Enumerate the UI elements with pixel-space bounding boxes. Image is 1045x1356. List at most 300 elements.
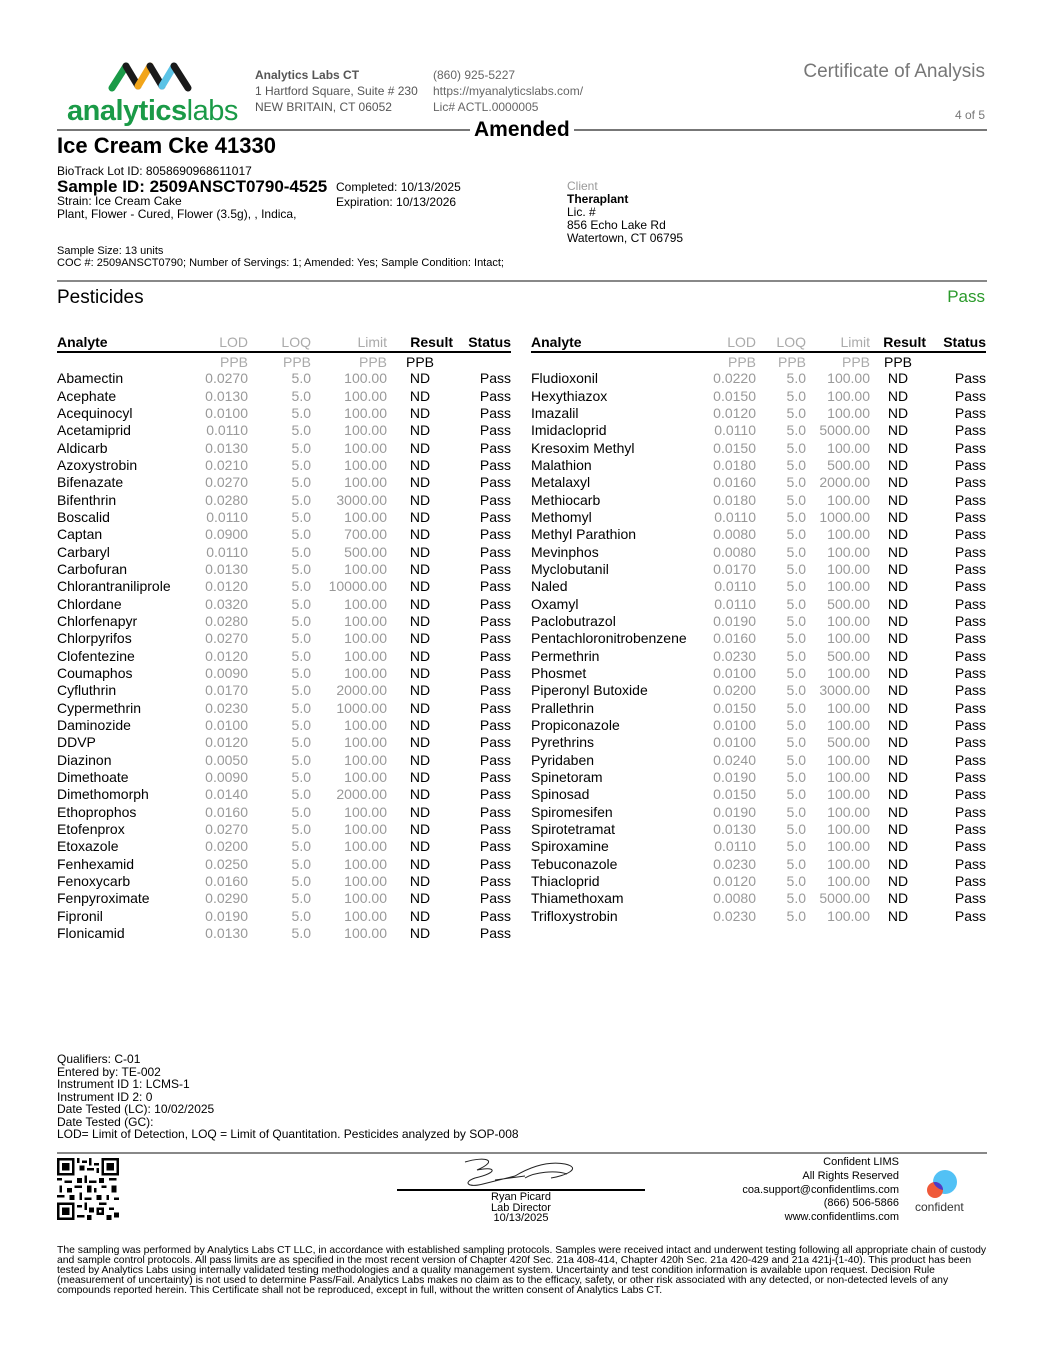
table-row xyxy=(531,613,986,630)
result-cell: ND xyxy=(409,647,431,664)
result-cell: ND xyxy=(409,665,431,682)
lod-cell: 0.0080 xyxy=(713,526,756,543)
limit-cell: 2000.00 xyxy=(336,682,387,699)
status-cell: Pass xyxy=(479,387,511,404)
analyte-cell: Acetamiprid xyxy=(57,422,131,439)
table-row xyxy=(531,700,986,717)
result-cell: ND xyxy=(887,769,909,786)
lod-cell: 0.0130 xyxy=(205,387,248,404)
analyte-cell: Chlorantraniliprole xyxy=(57,578,171,595)
analyte-cell: Etofenprox xyxy=(57,821,125,838)
table-row xyxy=(531,370,986,387)
result-cell: ND xyxy=(409,890,431,907)
loq-cell: 5.0 xyxy=(291,734,311,751)
result-cell: ND xyxy=(409,717,431,734)
status-cell: Pass xyxy=(954,543,986,560)
lims-name: Confident LIMS xyxy=(823,1156,899,1168)
limit-cell: 100.00 xyxy=(344,595,387,612)
result-cell: ND xyxy=(409,873,431,890)
analyte-cell: Fenhexamid xyxy=(57,855,135,872)
table-row xyxy=(57,734,511,751)
status-cell: Pass xyxy=(479,665,511,682)
table-row xyxy=(57,769,511,786)
table-row xyxy=(57,752,511,769)
table-row xyxy=(57,890,511,907)
limit-cell: 5000.00 xyxy=(819,422,870,439)
page-indicator: 4 of 5 xyxy=(954,108,985,122)
result-cell: ND xyxy=(409,526,431,543)
result-cell: ND xyxy=(887,786,909,803)
loq-cell: 5.0 xyxy=(786,439,806,456)
limit-cell: 100.00 xyxy=(344,474,387,491)
analyte-cell: Cyfluthrin xyxy=(57,682,117,699)
result-cell: ND xyxy=(409,422,431,439)
table-row xyxy=(57,630,511,647)
table-row xyxy=(531,908,986,925)
table-row xyxy=(57,509,511,526)
table-row xyxy=(57,613,511,630)
result-cell: ND xyxy=(887,717,909,734)
lod-cell: 0.0220 xyxy=(713,370,756,387)
result-cell: ND xyxy=(887,803,909,820)
lod-cell: 0.0110 xyxy=(714,595,756,612)
lod-cell: 0.0190 xyxy=(713,803,756,820)
result-cell: ND xyxy=(887,734,909,751)
analyte-cell: Oxamyl xyxy=(531,595,579,612)
table-row xyxy=(57,925,511,942)
result-cell: ND xyxy=(409,543,431,560)
result-cell: ND xyxy=(409,786,431,803)
col-loq: LOQ xyxy=(756,333,806,352)
analyte-cell: Spinosad xyxy=(531,786,590,803)
lod-cell: 0.0900 xyxy=(205,526,248,543)
analyte-cell: Carbofuran xyxy=(57,560,128,577)
lod-cell: 0.0230 xyxy=(713,647,756,664)
limit-cell: 1000.00 xyxy=(336,699,387,716)
analyte-cell: Piperonyl Butoxide xyxy=(531,682,648,699)
status-cell: Pass xyxy=(479,560,511,577)
lod-cell: 0.0120 xyxy=(205,578,248,595)
signer-block xyxy=(397,1192,645,1224)
status-cell: Pass xyxy=(954,665,986,682)
table-row xyxy=(57,682,511,699)
limit-cell: 100.00 xyxy=(344,925,387,942)
status-cell: Pass xyxy=(954,803,986,820)
result-cell: ND xyxy=(887,387,909,404)
lab-info xyxy=(255,67,418,115)
loq-cell: 5.0 xyxy=(291,630,311,647)
result-cell: ND xyxy=(409,560,431,577)
lod-cell: 0.0190 xyxy=(713,612,756,629)
status-cell: Pass xyxy=(479,595,511,612)
client-label: Client xyxy=(567,179,598,193)
analyte-cell: DDVP xyxy=(57,734,96,751)
loq-cell: 5.0 xyxy=(291,404,311,421)
lod-cell: 0.0210 xyxy=(205,456,248,473)
limit-cell: 100.00 xyxy=(827,855,870,872)
limit-cell: 100.00 xyxy=(827,491,870,508)
result-cell: ND xyxy=(409,803,431,820)
analyte-cell: Phosmet xyxy=(531,665,587,682)
analyte-cell: Chlorpyrifos xyxy=(57,630,132,647)
analyte-cell: Chlordane xyxy=(57,595,122,612)
status-cell: Pass xyxy=(479,699,511,716)
analyte-cell: Pyrethrins xyxy=(531,734,595,751)
result-cell: ND xyxy=(409,907,431,924)
analyte-cell: Methiocarb xyxy=(531,491,601,508)
unit-lod: PPB xyxy=(219,353,248,370)
signer-name: Ryan Picard xyxy=(491,1191,551,1203)
result-cell: ND xyxy=(887,508,909,525)
status-cell: Pass xyxy=(954,508,986,525)
loq-cell: 5.0 xyxy=(291,387,311,404)
analyte-cell: Myclobutanil xyxy=(531,560,609,577)
limit-cell: 3000.00 xyxy=(336,491,387,508)
status-cell: Pass xyxy=(954,422,986,439)
lab-website-link[interactable]: https://myanalyticslabs.com/ xyxy=(433,84,584,98)
result-cell: ND xyxy=(887,560,909,577)
result-cell: ND xyxy=(887,526,909,543)
result-cell: ND xyxy=(409,925,431,942)
status-cell: Pass xyxy=(954,387,986,404)
limit-cell: 100.00 xyxy=(827,543,870,560)
status-cell: Pass xyxy=(954,821,986,838)
analyte-cell: Prallethrin xyxy=(531,699,595,716)
loq-cell: 5.0 xyxy=(291,873,311,890)
loq-cell: 5.0 xyxy=(786,699,806,716)
result-cell: ND xyxy=(887,370,909,387)
result-cell: ND xyxy=(887,404,909,421)
status-cell: Pass xyxy=(954,838,986,855)
pesticides-table-right xyxy=(531,333,986,925)
limit-cell: 500.00 xyxy=(827,595,870,612)
lod-cell: 0.0280 xyxy=(205,612,248,629)
limit-cell: 500.00 xyxy=(827,456,870,473)
loq-cell: 5.0 xyxy=(786,838,806,855)
lod-cell: 0.0090 xyxy=(205,665,248,682)
lod-cell: 0.0120 xyxy=(205,647,248,664)
lod-cell: 0.0230 xyxy=(713,907,756,924)
lod-cell: 0.0150 xyxy=(713,387,756,404)
lod-cell: 0.0130 xyxy=(713,821,756,838)
table-row xyxy=(531,786,986,803)
unit-loq: PPB xyxy=(777,353,806,370)
unit-result: PPB xyxy=(405,353,434,370)
lod-cell: 0.0170 xyxy=(713,560,756,577)
status-cell: Pass xyxy=(954,699,986,716)
loq-cell: 5.0 xyxy=(786,508,806,525)
limit-cell: 100.00 xyxy=(827,370,870,387)
limit-cell: 100.00 xyxy=(344,734,387,751)
loq-cell: 5.0 xyxy=(291,803,311,820)
lod-cell: 0.0120 xyxy=(205,734,248,751)
status-cell: Pass xyxy=(954,456,986,473)
lod-cell: 0.0190 xyxy=(713,769,756,786)
table-row xyxy=(531,595,986,612)
qr-code-icon[interactable] xyxy=(57,1158,119,1220)
lod-loq-definition: LOD= Limit of Detection, LOQ = Limit of Quantitation. Pesticides analyzed by SOP-008 xyxy=(57,1127,519,1141)
col-analyte: Analyte xyxy=(57,333,201,352)
footer-divider xyxy=(57,1152,987,1154)
lab-name: Analytics Labs CT xyxy=(255,68,360,82)
limit-cell: 100.00 xyxy=(344,370,387,387)
lod-cell: 0.0180 xyxy=(713,456,756,473)
result-cell: ND xyxy=(887,821,909,838)
status-cell: Pass xyxy=(479,925,511,942)
limit-cell: 3000.00 xyxy=(819,682,870,699)
status-cell: Pass xyxy=(954,404,986,421)
result-cell: ND xyxy=(409,855,431,872)
sample-id: Sample ID: 2509ANSCT0790-4525 xyxy=(57,177,328,196)
table-row xyxy=(531,439,986,456)
result-cell: ND xyxy=(887,855,909,872)
loq-cell: 5.0 xyxy=(291,578,311,595)
table-row xyxy=(531,682,986,699)
status-cell: Pass xyxy=(479,786,511,803)
table-row xyxy=(531,856,986,873)
result-cell: ND xyxy=(409,404,431,421)
table-row xyxy=(531,665,986,682)
lab-address-1: 1 Hartford Square, Suite # 230 xyxy=(255,84,418,98)
lims-website-link[interactable]: www.confidentlims.com xyxy=(784,1211,899,1224)
loq-cell: 5.0 xyxy=(291,491,311,508)
section-title: Pesticides xyxy=(57,287,144,308)
lod-cell: 0.0150 xyxy=(713,786,756,803)
loq-cell: 5.0 xyxy=(291,925,311,942)
result-cell: ND xyxy=(887,907,909,924)
limit-cell: 100.00 xyxy=(344,821,387,838)
limit-cell: 100.00 xyxy=(344,630,387,647)
table-row xyxy=(531,769,986,786)
result-cell: ND xyxy=(409,491,431,508)
expiration-date: Expiration: 10/13/2026 xyxy=(336,195,457,209)
analyte-cell: Carbaryl xyxy=(57,543,110,560)
analyte-cell: Azoxystrobin xyxy=(57,456,138,473)
limit-cell: 100.00 xyxy=(827,907,870,924)
table-row xyxy=(57,491,511,508)
status-cell: Pass xyxy=(479,751,511,768)
status-cell: Pass xyxy=(954,630,986,647)
lod-cell: 0.0240 xyxy=(713,751,756,768)
loq-cell: 5.0 xyxy=(786,647,806,664)
status-cell: Pass xyxy=(954,647,986,664)
result-cell: ND xyxy=(887,665,909,682)
col-status: Status xyxy=(453,333,511,352)
sample-strain-info xyxy=(57,195,296,221)
loq-cell: 5.0 xyxy=(291,647,311,664)
analyte-cell: Boscalid xyxy=(57,508,110,525)
limit-cell: 100.00 xyxy=(827,404,870,421)
limit-cell: 100.00 xyxy=(827,578,870,595)
loq-cell: 5.0 xyxy=(786,630,806,647)
test-notes xyxy=(57,1053,519,1141)
lab-license: Lic# ACTL.0000005 xyxy=(433,100,539,114)
lod-cell: 0.0160 xyxy=(205,803,248,820)
table-row xyxy=(531,405,986,422)
analyte-cell: Flonicamid xyxy=(57,925,125,942)
confident-logo-icon xyxy=(918,1168,962,1202)
analyte-cell: Diazinon xyxy=(57,751,112,768)
limit-cell: 100.00 xyxy=(344,717,387,734)
analyte-cell: Dimethoate xyxy=(57,769,129,786)
status-cell: Pass xyxy=(479,612,511,629)
lod-cell: 0.0170 xyxy=(205,682,248,699)
loq-cell: 5.0 xyxy=(291,890,311,907)
analyte-cell: Propiconazole xyxy=(531,717,620,734)
analyte-cell: Methyl Parathion xyxy=(531,526,637,543)
status-cell: Pass xyxy=(954,491,986,508)
limit-cell: 100.00 xyxy=(344,387,387,404)
analyte-cell: Bifenthrin xyxy=(57,491,117,508)
analyte-cell: Spinetoram xyxy=(531,769,603,786)
analyte-cell: Metalaxyl xyxy=(531,474,591,491)
completed-date: Completed: 10/13/2025 xyxy=(336,180,461,194)
table-row xyxy=(531,804,986,821)
lod-cell: 0.0110 xyxy=(206,543,248,560)
result-cell: ND xyxy=(409,578,431,595)
table-row xyxy=(57,717,511,734)
table-row xyxy=(57,821,511,838)
status-cell: Pass xyxy=(479,578,511,595)
signature-date: 10/13/2025 xyxy=(493,1212,549,1224)
loq-cell: 5.0 xyxy=(786,855,806,872)
lod-cell: 0.0190 xyxy=(205,907,248,924)
date-tested-gc: Date Tested (GC): xyxy=(57,1114,154,1129)
limit-cell: 100.00 xyxy=(344,751,387,768)
biotrack-lot-id: BioTrack Lot ID: 8058690968611017 xyxy=(57,164,252,178)
analyte-cell: Paclobutrazol xyxy=(531,612,616,629)
limit-cell: 2000.00 xyxy=(336,786,387,803)
limit-cell: 100.00 xyxy=(827,630,870,647)
section-status-badge: Pass xyxy=(947,287,985,306)
lod-cell: 0.0130 xyxy=(205,439,248,456)
status-cell: Pass xyxy=(479,508,511,525)
result-cell: ND xyxy=(887,630,909,647)
table-row xyxy=(57,543,511,560)
lod-cell: 0.0160 xyxy=(713,630,756,647)
table-row xyxy=(57,838,511,855)
lod-cell: 0.0160 xyxy=(205,873,248,890)
result-cell: ND xyxy=(887,456,909,473)
status-cell: Pass xyxy=(954,612,986,629)
table-row xyxy=(531,491,986,508)
status-cell: Pass xyxy=(954,751,986,768)
table-row xyxy=(57,405,511,422)
loq-cell: 5.0 xyxy=(786,560,806,577)
table-row xyxy=(57,422,511,439)
table-row xyxy=(531,734,986,751)
analyte-cell: Naled xyxy=(531,578,568,595)
limit-cell: 100.00 xyxy=(827,769,870,786)
status-cell: Pass xyxy=(954,595,986,612)
limit-cell: 100.00 xyxy=(344,907,387,924)
status-cell: Pass xyxy=(954,439,986,456)
status-cell: Pass xyxy=(479,439,511,456)
limit-cell: 100.00 xyxy=(344,873,387,890)
status-cell: Pass xyxy=(954,560,986,577)
result-cell: ND xyxy=(887,682,909,699)
loq-cell: 5.0 xyxy=(291,370,311,387)
lod-cell: 0.0100 xyxy=(205,717,248,734)
lod-cell: 0.0150 xyxy=(713,439,756,456)
table-row xyxy=(57,700,511,717)
analyte-cell: Fipronil xyxy=(57,907,103,924)
analytics-labs-logo-icon xyxy=(106,58,194,94)
table-row xyxy=(57,873,511,890)
limit-cell: 100.00 xyxy=(344,647,387,664)
lod-cell: 0.0090 xyxy=(205,769,248,786)
status-cell: Pass xyxy=(479,630,511,647)
result-cell: ND xyxy=(887,578,909,595)
analyte-cell: Spirotetramat xyxy=(531,821,616,838)
lod-cell: 0.0050 xyxy=(205,751,248,768)
table-row xyxy=(57,457,511,474)
status-cell: Pass xyxy=(954,526,986,543)
lod-cell: 0.0200 xyxy=(205,838,248,855)
result-cell: ND xyxy=(887,439,909,456)
loq-cell: 5.0 xyxy=(291,855,311,872)
logo-wordmark: analyticslabs xyxy=(67,95,238,127)
loq-cell: 5.0 xyxy=(786,751,806,768)
analyte-cell: Etoxazole xyxy=(57,838,119,855)
unit-result: PPB xyxy=(883,353,912,370)
amended-label: Amended xyxy=(470,118,574,142)
client-name: Theraplant xyxy=(567,192,629,206)
col-result: Result xyxy=(387,333,453,352)
limit-cell: 100.00 xyxy=(827,439,870,456)
limit-cell: 500.00 xyxy=(344,543,387,560)
status-cell: Pass xyxy=(479,370,511,387)
limit-cell: 100.00 xyxy=(827,803,870,820)
loq-cell: 5.0 xyxy=(291,821,311,838)
loq-cell: 5.0 xyxy=(786,474,806,491)
result-cell: ND xyxy=(409,474,431,491)
status-cell: Pass xyxy=(479,717,511,734)
qualifiers: Qualifiers: C-01 xyxy=(57,1052,141,1066)
table-row xyxy=(57,439,511,456)
loq-cell: 5.0 xyxy=(786,682,806,699)
col-loq: LOQ xyxy=(248,333,311,352)
table-row xyxy=(57,387,511,404)
loq-cell: 5.0 xyxy=(786,769,806,786)
instrument-id-1: Instrument ID 1: LCMS-1 xyxy=(57,1077,190,1091)
status-cell: Pass xyxy=(479,838,511,855)
limit-cell: 100.00 xyxy=(827,751,870,768)
status-cell: Pass xyxy=(479,543,511,560)
result-cell: ND xyxy=(409,439,431,456)
loq-cell: 5.0 xyxy=(291,422,311,439)
loq-cell: 5.0 xyxy=(291,474,311,491)
limit-cell: 100.00 xyxy=(344,404,387,421)
confident-logo-text: confident xyxy=(915,1200,964,1214)
loq-cell: 5.0 xyxy=(786,717,806,734)
coc-info: COC #: 2509ANSCT0790; Number of Servings: 1; Amended: Yes; Sample Condition: Intact; xyxy=(57,257,504,269)
result-cell: ND xyxy=(887,838,909,855)
status-cell: Pass xyxy=(954,682,986,699)
col-limit: Limit xyxy=(806,333,870,352)
col-status: Status xyxy=(926,333,986,352)
loq-cell: 5.0 xyxy=(291,665,311,682)
lab-contact xyxy=(433,67,583,115)
analyte-cell: Thiamethoxam xyxy=(531,890,624,907)
limit-cell: 5000.00 xyxy=(819,890,870,907)
lims-info xyxy=(742,1156,899,1225)
lims-email-link[interactable]: coa.support@confidentlims.com xyxy=(742,1183,899,1196)
table-row xyxy=(531,630,986,647)
strain: Strain: Ice Cream Cake xyxy=(57,194,182,208)
analyte-cell: Aldicarb xyxy=(57,439,108,456)
table-row xyxy=(57,908,511,925)
